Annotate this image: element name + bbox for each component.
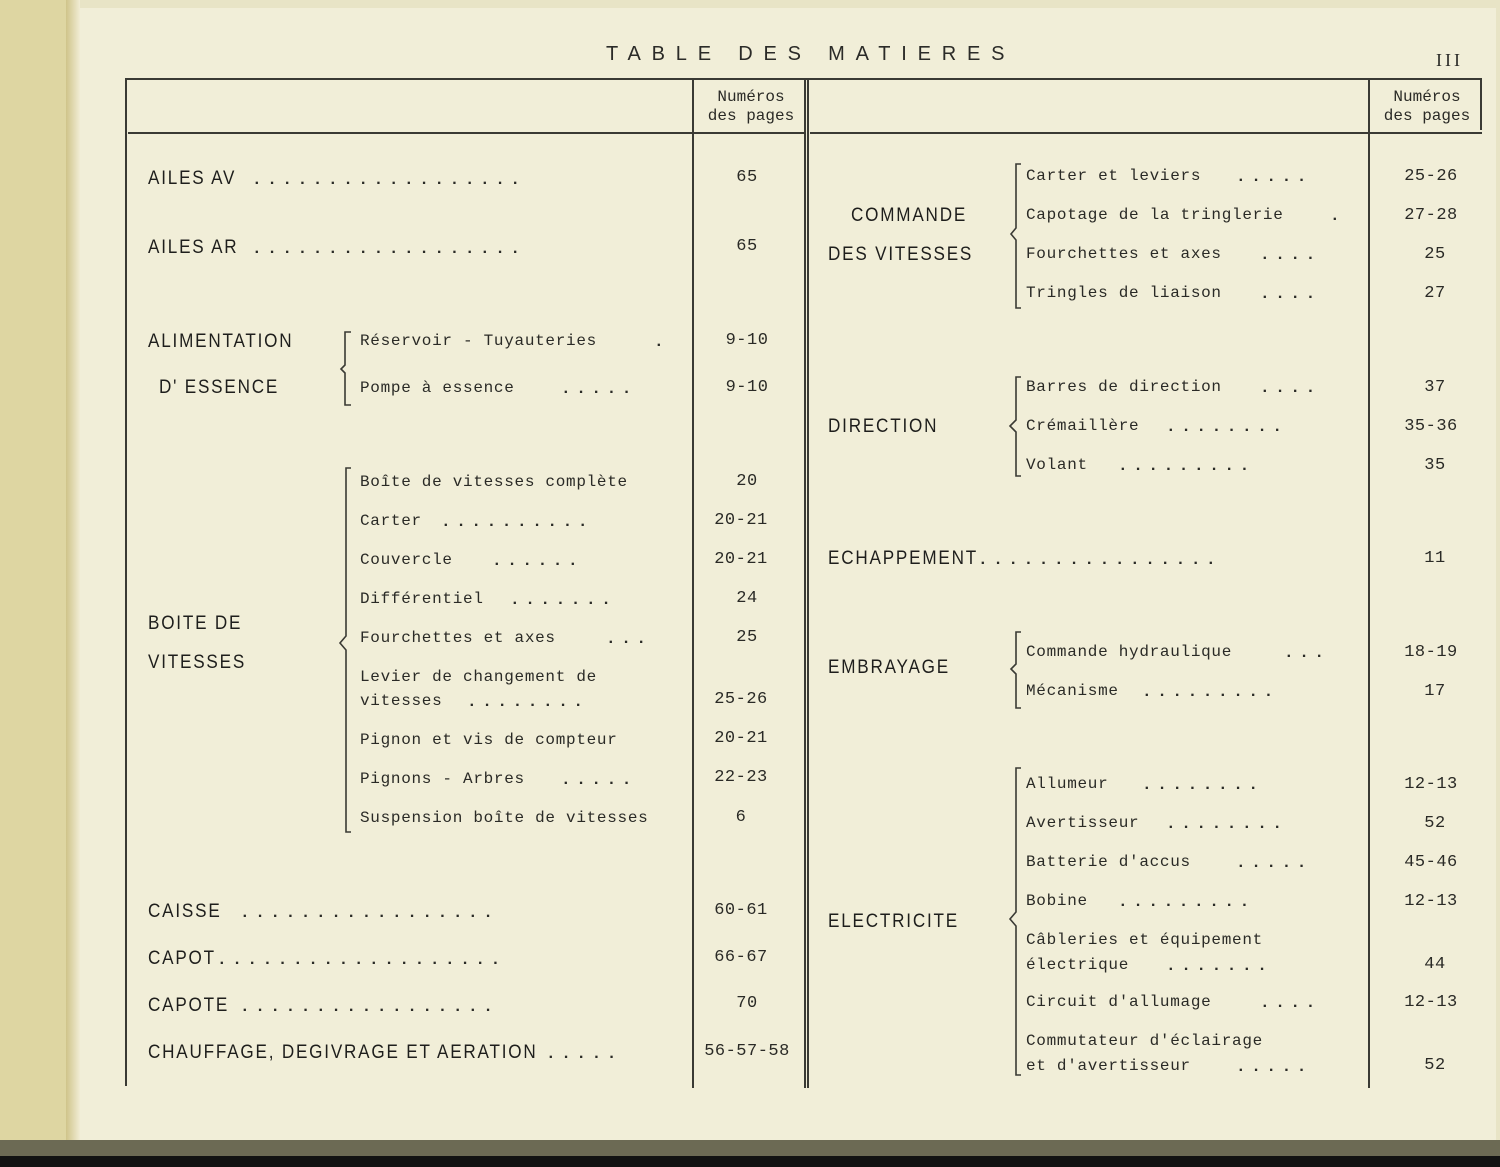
section-label-line2: VITESSES [148,652,247,673]
dot-leader: ................... [217,951,506,969]
page-ref: 12-13 [1404,775,1458,794]
page-ref: 20 [736,472,758,491]
brace-electricite [1010,768,1021,1075]
item-label: Commutateur d'éclairage [1026,1032,1263,1050]
item-label: Fourchettes et axes [360,629,556,647]
item-label: Boîte de vitesses complète [360,473,628,491]
section-label: EMBRAYAGE [828,657,950,678]
dot-leader: .......... [441,513,594,531]
entry-label: CAPOT [148,948,216,969]
section-label: DIRECTION [828,416,939,437]
entry-label: CHAUFFAGE, DEGIVRAGE ET AERATION [148,1042,538,1063]
dot-leader: ....... [1166,957,1273,975]
item-label: Capotage de la tringlerie [1026,206,1284,224]
item-label: Avertisseur [1026,814,1140,832]
item-label: Crémaillère [1026,417,1140,435]
item-label: Barres de direction [1026,378,1222,396]
item-label: Bobine [1026,892,1088,910]
dot-leader: ... [606,630,652,648]
page-ref: 27-28 [1404,206,1458,225]
dot-leader: ..... [1236,854,1313,872]
dot-leader: ......... [1142,683,1279,701]
dot-leader: .... [1260,246,1321,264]
section-label: BOITE DE [148,613,243,634]
pages-column-header-left: Numéros des pages [707,88,795,125]
dot-leader: ........ [467,693,589,711]
section-label: COMMANDE [851,205,968,226]
item-label: Allumeur [1026,775,1109,793]
page-ref: 44 [1424,955,1446,974]
entry-label: CAPOTE [148,995,230,1016]
section-label: ELECTRICITE [828,911,959,932]
page-ref: 20-21 [714,511,768,530]
item-label: Pompe à essence [360,379,515,397]
brace-embrayage [1011,632,1021,708]
page-ref: 6 [735,808,747,827]
item-label: Circuit d'allumage [1026,993,1212,1011]
item-label: Levier de changement de [360,668,597,686]
dot-leader: ......... [1118,457,1255,475]
page-ref: 11 [1424,549,1446,568]
item-label: Fourchettes et axes [1026,245,1222,263]
dot-leader: ....... [510,591,617,609]
dot-leader: .... [1260,994,1321,1012]
dot-leader: . [654,333,670,351]
dot-leader: ... [1284,644,1330,662]
item-label: Carter [360,512,422,530]
page-ref: 25-26 [714,690,768,709]
entry-label: ECHAPPEMENT [828,548,978,569]
dot-leader: ..... [1236,1058,1313,1076]
page-ref: 65 [736,237,758,256]
dot-leader: .................. [252,240,526,258]
page-ref: 9-10 [725,378,769,397]
brace-boite [340,468,351,832]
item-label: Tringles de liaison [1026,284,1222,302]
dot-leader: ...... [492,552,584,570]
item-label: Carter et leviers [1026,167,1202,185]
page-ref: 37 [1424,378,1446,397]
page-ref: 25 [1424,245,1446,264]
page-ref: 35 [1424,456,1446,475]
page-ref: 65 [736,168,758,187]
item-label: Pignons - Arbres [360,770,525,788]
page-ref: 9-10 [725,331,769,350]
item-label: Volant [1026,456,1088,474]
page-ref: 12-13 [1404,892,1458,911]
item-label: Pignon et vis de compteur [360,731,618,749]
item-label: Réservoir - Tuyauteries [360,332,597,350]
page-ref: 24 [736,589,758,608]
dot-leader: . [1330,207,1346,225]
dot-leader: ........ [1166,815,1288,833]
brace-direction [1010,377,1021,476]
dot-leader: .................. [252,171,526,189]
dot-leader: ........ [1142,776,1264,794]
page-ref: 25 [736,628,758,647]
dot-leader: ................. [240,904,499,922]
item-label-line2: vitesses [360,692,443,710]
dot-leader: ..... [561,380,638,398]
brace-alimentation [341,332,351,405]
item-label-line2: et d'avertisseur [1026,1057,1191,1075]
page-ref: 17 [1424,682,1446,701]
page-ref: 27 [1424,284,1446,303]
entry-label: AILES AV [148,168,237,189]
page-ref: 20-21 [714,550,768,569]
page-ref: 25-26 [1404,167,1458,186]
item-label: Différentiel [360,590,484,608]
brace-commande [1011,164,1021,308]
page-ref: 18-19 [1404,643,1458,662]
pages-column-header-right: Numéros des pages [1383,88,1471,125]
dot-leader: ................ [978,551,1222,569]
page-ref: 66-67 [714,948,768,967]
page-ref: 20-21 [714,729,768,748]
page-ref: 52 [1424,1056,1446,1075]
item-label: Couvercle [360,551,453,569]
page-ref: 60-61 [714,901,768,920]
dot-leader: .... [1260,285,1321,303]
dot-leader: ........ [1166,418,1288,436]
dot-leader: ................. [240,998,499,1016]
entry-label: CAISSE [148,901,222,922]
entry-label: AILES AR [148,237,239,258]
dot-leader: ......... [1118,893,1255,911]
page-ref: 52 [1424,814,1446,833]
page-ref: 56-57-58 [704,1042,790,1061]
page-ref: 70 [736,994,758,1013]
page-ref: 45-46 [1404,853,1458,872]
page-title: TABLE DES MATIERES [606,43,1016,65]
page-ref: 12-13 [1404,993,1458,1012]
page-number: III [1436,50,1463,70]
item-label: Câbleries et équipement [1026,931,1263,949]
item-label-line2: électrique [1026,956,1130,974]
dot-leader: .... [1260,379,1321,397]
section-label: ALIMENTATION [148,331,294,352]
item-label: Batterie d'accus [1026,853,1191,871]
item-label: Mécanisme [1026,682,1119,700]
item-label: Suspension boîte de vitesses [360,809,649,827]
section-label-line2: DES VITESSES [828,244,974,265]
page-ref: 35-36 [1404,417,1458,436]
dot-leader: ..... [546,1045,623,1063]
dot-leader: ..... [561,771,638,789]
item-label: Commande hydraulique [1026,643,1233,661]
section-label-line2: D' ESSENCE [159,377,280,398]
page-ref: 22-23 [714,768,768,787]
dot-leader: ..... [1236,168,1313,186]
